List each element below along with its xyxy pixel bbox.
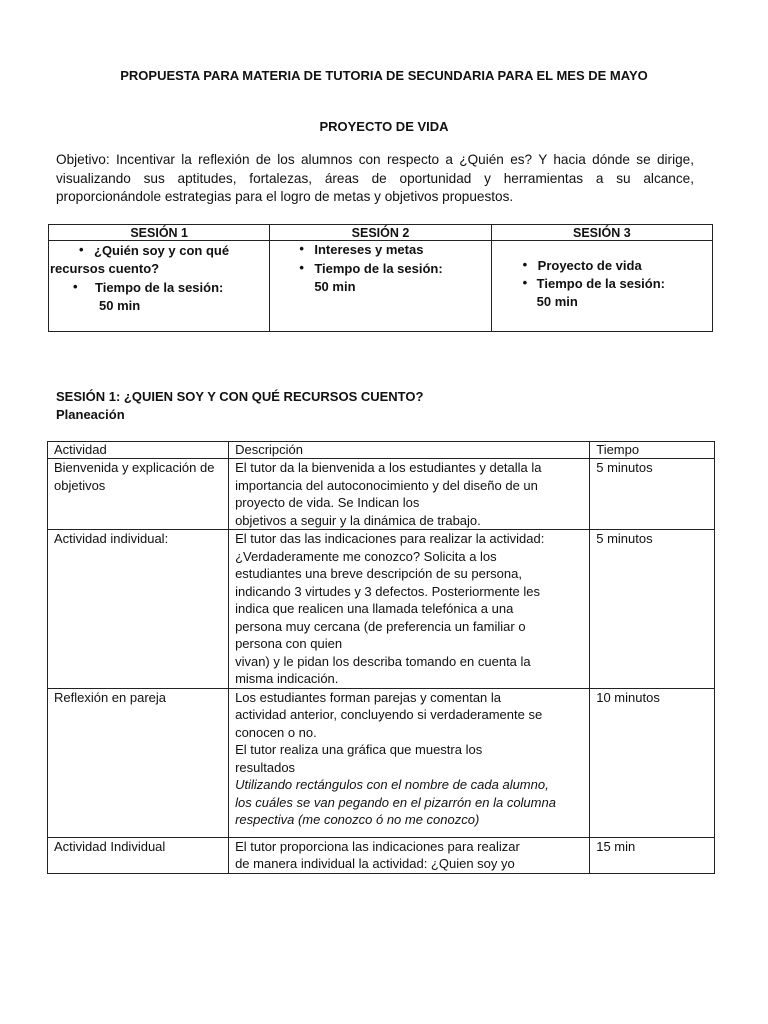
- cell-spacer: [235, 829, 583, 837]
- sessions-table: [48, 224, 713, 332]
- description-line: misma indicación.: [235, 671, 339, 686]
- description-line: El tutor realiza una gráfica que muestra los: [235, 742, 483, 757]
- time-cell: 15 min: [590, 837, 715, 873]
- session-1-topic: ¿Quién soy y con qué: [94, 243, 230, 258]
- session-3-time-value: 50 min: [536, 294, 578, 309]
- table-row: [48, 837, 715, 873]
- bullet-icon: •: [299, 260, 304, 275]
- description-line: indicando 3 virtudes y 3 defectos. Posteriormente les: [235, 583, 541, 599]
- document-subtitle: PROYECTO DE VIDA: [319, 119, 449, 134]
- table-header-row: [48, 442, 715, 459]
- description-line: importancia del autoconocimiento y del diseño de un: [235, 477, 538, 493]
- description-note-line: respectiva (me conozco ó no me conozco): [235, 812, 480, 827]
- bullet-icon: •: [299, 241, 304, 256]
- activity-cell: Actividad individual:: [48, 530, 229, 689]
- description-line: de manera individual la actividad: ¿Quien soy yo: [235, 856, 515, 871]
- session-1-time-value: 50 min: [99, 298, 141, 313]
- bullet-icon: •: [79, 242, 84, 257]
- description-line: persona muy cercana (de preferencia un familiar o: [235, 618, 526, 634]
- activity-cell: Bienvenida y explicación de objetivos: [48, 459, 229, 530]
- description-line: estudiantes una breve descripción de su persona,: [235, 566, 522, 581]
- description-note-line: los cuáles se van pegando en el pizarrón en la columna: [235, 794, 556, 810]
- objective-paragraph: Objetivo: Incentivar la reflexión de los alumnos con respecto a ¿Quién es? Y hacia dónde se dirige, visualizando sus aptitudes, fortalezas, áreas de oportunidad y herramientas a su alcance, proporcionándole estrategias para el logro de metas y objetivos propuestos.: [56, 152, 694, 204]
- description-line: proyecto de vida. Se Indican los: [235, 495, 420, 510]
- time-cell: 5 minutos: [590, 530, 715, 689]
- description-cell: [229, 688, 590, 837]
- bullet-icon: •: [522, 275, 528, 290]
- col-header-activity: Actividad: [48, 442, 229, 459]
- session-2-topic: Intereses y metas: [314, 242, 424, 257]
- table-row: [48, 688, 715, 837]
- table-row: [48, 530, 715, 689]
- col-header-description: Descripción: [229, 442, 590, 459]
- description-line: objetivos a seguir y la dinámica de trabajo.: [235, 512, 481, 528]
- session-3-topic: Proyecto de vida: [537, 258, 642, 273]
- description-cell: [229, 837, 590, 873]
- session-1-cell: [49, 241, 270, 332]
- document-title: PROPUESTA PARA MATERIA DE TUTORIA DE SECUNDARIA PARA EL MES DE MAYO: [120, 68, 648, 83]
- time-cell: 10 minutos: [590, 688, 715, 837]
- bullet-icon: •: [522, 257, 528, 272]
- session-1-time-label: Tiempo de la sesión:: [95, 280, 224, 295]
- table-row: [48, 459, 715, 530]
- section-heading: [56, 388, 423, 424]
- session-2-cell: [270, 241, 491, 332]
- description-line: actividad anterior, concluyendo si verdaderamente se: [235, 707, 543, 722]
- description-line: indica que realicen una llamada telefónica a una: [235, 601, 514, 616]
- description-line: ¿Verdaderamente me conozco? Solicita a los: [235, 548, 497, 564]
- bullet-icon: •: [73, 279, 78, 294]
- section-title: SESIÓN 1: ¿QUIEN SOY Y CON QUÉ RECURSOS CUENTO?: [56, 389, 424, 404]
- activity-cell: Actividad Individual: [48, 837, 229, 873]
- description-line: vivan) y le pidan los describa tomando en cuenta la: [235, 653, 531, 669]
- description-note-line: Utilizando rectángulos con el nombre de cada alumno,: [235, 777, 549, 792]
- session-3-cell: [491, 241, 712, 332]
- description-line: El tutor da la bienvenida a los estudiantes y detalla la: [235, 460, 542, 475]
- activity-cell: Reflexión en pareja: [48, 688, 229, 837]
- col-header-time: Tiempo: [590, 442, 715, 459]
- description-line: El tutor proporciona las indicaciones para realizar: [235, 838, 520, 854]
- section-subtitle: Planeación: [56, 407, 125, 422]
- description-cell: [229, 459, 590, 530]
- session-2-time-value: 50 min: [314, 279, 356, 294]
- description-cell: [229, 530, 590, 689]
- description-line: conocen o no.: [235, 724, 317, 740]
- description-line: persona con quien: [235, 636, 343, 651]
- session-2-header: SESIÓN 2: [270, 225, 491, 241]
- session-3-time-label: Tiempo de la sesión:: [536, 276, 666, 291]
- session-1-topic-cont: recursos cuento?: [50, 261, 160, 276]
- description-line: El tutor das las indicaciones para realizar la actividad:: [235, 531, 545, 546]
- session-2-time-label: Tiempo de la sesión:: [314, 261, 443, 276]
- description-line: resultados: [235, 759, 296, 775]
- time-cell: 5 minutos: [590, 459, 715, 530]
- session-1-header: SESIÓN 1: [49, 225, 270, 241]
- session-3-header: SESIÓN 3: [491, 225, 712, 241]
- description-line: Los estudiantes forman parejas y comentan la: [235, 689, 502, 705]
- planning-table: [47, 441, 715, 874]
